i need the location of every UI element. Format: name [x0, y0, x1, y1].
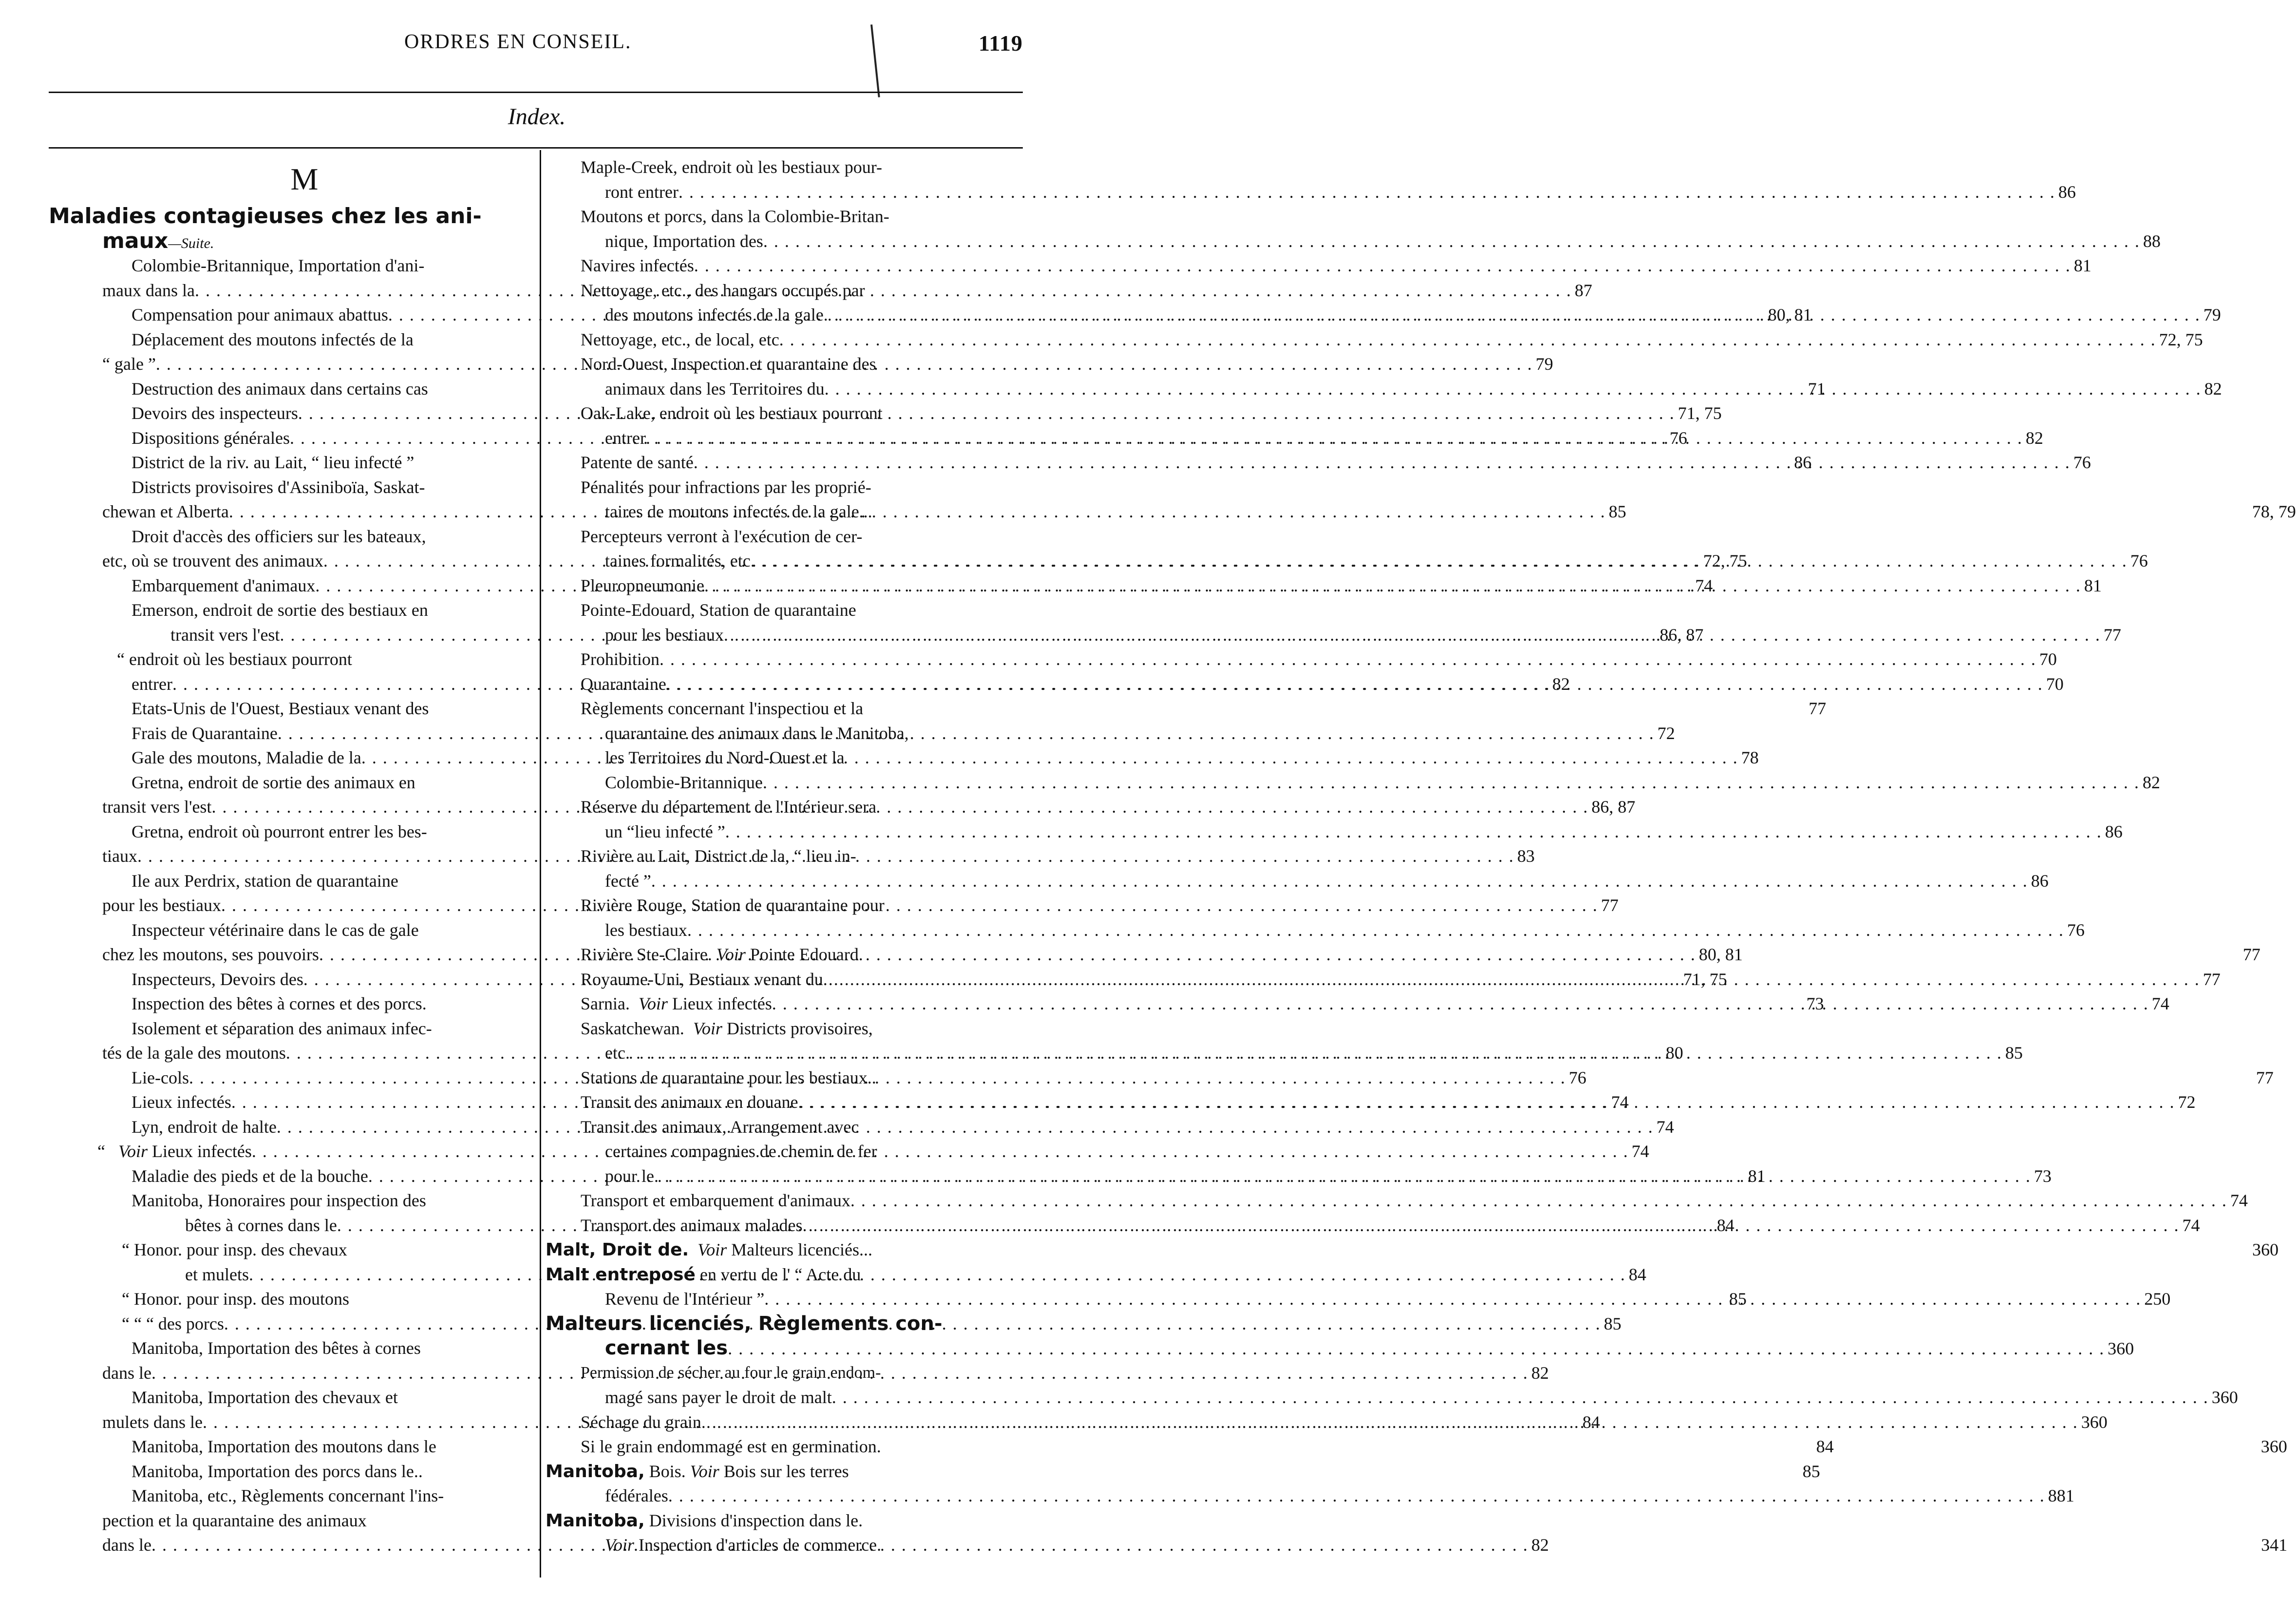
entry-text: Bois.: [644, 1461, 690, 1481]
entry-text: les Territoires du Nord-Ouest et la: [605, 748, 845, 767]
entry-page: 82: [1552, 674, 1570, 694]
index-entry: [542, 1139, 1024, 1164]
entry-page: 77: [2103, 625, 2121, 645]
main-entry-title-cont: maux: [102, 228, 169, 253]
entry-text: nique, Importation des: [605, 231, 763, 251]
entry-page: 74: [1695, 575, 1713, 595]
entry-text: Déplacement des moutons infectés de la: [132, 329, 414, 349]
entry-text: Lieux infectés: [148, 1141, 252, 1161]
entry-text: un “lieu infecté ”: [605, 821, 725, 841]
main-entry-heading-cont: [49, 229, 531, 253]
page-header: [49, 30, 1023, 64]
entry-text: Inspection des bêtes à cornes et des porcs.: [132, 994, 427, 1013]
entry-text: “ gale ”: [102, 354, 156, 374]
leader-dots: [763, 770, 2140, 795]
entry-page: 72, 75: [1703, 551, 1747, 570]
entry-page: 360: [2108, 1339, 2134, 1358]
page-number: 1119: [979, 31, 1023, 56]
entry-text: Gretna, endroit où pourront entrer les bes-: [132, 821, 427, 841]
entry-page: 85: [2005, 1043, 2023, 1063]
main-entry-heading: [49, 204, 531, 229]
entry-text: Districts provisoires d'Assiniboïa, Saskat-: [132, 477, 425, 497]
entry-text: Pointe Edouard.: [745, 945, 863, 964]
entry-text: dans le: [102, 1363, 151, 1383]
leader-dots: [704, 573, 2081, 598]
entry-text: chez les moutons, ses pouvoirs: [102, 945, 319, 964]
leader-dots: [694, 450, 2070, 475]
entry-text: animaux dans les Territoires du: [605, 379, 825, 399]
entry-text: “ Honor. pour insp. des chevaux: [122, 1240, 347, 1259]
main-entry-title: Maladies contagieuses chez les ani-: [49, 204, 482, 228]
entry-page: 86: [2031, 871, 2049, 891]
leader-dots: [646, 426, 2023, 451]
entry-text: fédérales: [605, 1486, 668, 1505]
index-entry: [542, 401, 1024, 426]
entry-page: 78: [1741, 748, 1759, 767]
entry-text: Manitoba, etc., Règlements concernant l'ins-: [132, 1486, 444, 1505]
entry-page: 72: [1657, 723, 1675, 743]
entry-page: 76: [2067, 920, 2085, 940]
voir-label: Voir: [693, 1018, 722, 1038]
entry-text: Lieux infectés: [132, 1092, 231, 1112]
entry-text: des moutons infectés de la gale: [605, 305, 824, 324]
entry-page: 76: [1568, 1067, 1586, 1087]
entry-text: Inspecteurs, Devoirs des: [132, 969, 303, 989]
entry-text: Pleuropneumonie: [581, 575, 704, 595]
entry-text: Séchage du grain: [581, 1412, 701, 1432]
index-entry: [542, 1312, 1024, 1336]
entry-text: Manitoba, Importation des moutons dans le: [132, 1437, 436, 1456]
entry-text: Navires infectés: [581, 256, 694, 275]
entry-page: 86: [2058, 182, 2076, 202]
entry-text: Droit d'accès des officiers sur les bateaux,: [132, 526, 426, 546]
entry-text: Districts provisoires,: [722, 1018, 873, 1038]
leader-dots: [659, 647, 2036, 672]
entry-text: en vertu de l' “ Acte du: [695, 1264, 861, 1284]
entry-text: etc, où se trouvent des animaux: [102, 551, 323, 570]
entry-page: 78, 79: [2252, 502, 2296, 521]
leader-dots: [666, 672, 2043, 697]
index-entry: [49, 918, 531, 943]
entry-page: 360: [2211, 1388, 2238, 1407]
index-entry: [542, 1188, 2248, 1213]
index-entry: [49, 1016, 531, 1041]
entry-text: maux dans la: [102, 280, 195, 300]
entry-page: 74: [1611, 1092, 1629, 1112]
entry-text: Si le grain endommagé est en germination.: [581, 1437, 881, 1456]
index-entry: [542, 524, 1024, 549]
leader-dots: [779, 327, 2156, 352]
entry-page: 74: [2182, 1215, 2200, 1235]
entry-page: 86: [1794, 453, 1812, 472]
entry-page: 85: [1608, 502, 1626, 521]
index-entry: [49, 770, 531, 795]
entry-text: Maple-Creek, endroit où les bestiaux pour-: [581, 157, 883, 177]
index-entry: [542, 253, 2091, 278]
entry-page: 86, 87: [1659, 625, 1704, 645]
index-entry: [542, 770, 2160, 795]
entry-text: Stations de quarantaine pour les bestiaux..: [581, 1067, 876, 1087]
entry-text: Percepteurs verront à l'exécution de cer-: [581, 526, 863, 546]
leader-dots: [668, 1483, 2045, 1508]
entry-text: Transport et embarquement d'animaux: [581, 1191, 851, 1210]
index-entry: [49, 1188, 531, 1213]
entry-text: transit vers l'est: [170, 625, 280, 645]
entry-text: Inspecteur vétérinaire dans le cas de gale: [132, 920, 419, 940]
entry-text: transit vers l'est: [102, 797, 212, 817]
ditto-mark: “: [97, 1141, 105, 1161]
leader-dots: [850, 1188, 2227, 1213]
entry-text: Manitoba, Importation des chevaux et: [132, 1388, 398, 1407]
entry-text: Gretna, endroit de sortie des animaux en: [132, 772, 415, 792]
voir-label: Voir: [118, 1141, 148, 1161]
index-entry: [542, 598, 1024, 623]
entry-text: et mulets: [185, 1264, 249, 1284]
entry-page: 82: [1531, 1363, 1549, 1383]
entry-text: Oak-Lake, endroit où les bestiaux pourront: [581, 403, 883, 423]
entry-page: 74: [1631, 1141, 1649, 1161]
index-entry: [542, 229, 2161, 254]
entry-text: “ endroit où les bestiaux pourront: [117, 649, 352, 669]
entry-text: Pénalités pour infractions par les proprié-: [581, 477, 871, 497]
index-entry: [542, 745, 1024, 770]
entry-text: pection et la quarantaine des animaux: [102, 1510, 367, 1530]
leader-dots: [694, 253, 2071, 278]
entry-text: Compensation pour animaux abattus: [132, 305, 388, 324]
entry-page: 85: [1603, 1313, 1621, 1333]
entry-page: 360: [2260, 1437, 2287, 1456]
index-entry: [49, 1508, 531, 1533]
title-rule: [49, 147, 1023, 149]
entry-page: 73: [2033, 1166, 2051, 1186]
entry-text: Rivière Rouge, Station de quarantaine pour: [581, 895, 885, 915]
entry-page: 86, 87: [1591, 797, 1636, 817]
entry-text: Moutons et porcs, dans la Colombie-Britan-: [581, 207, 889, 226]
entry-page: 72, 75: [2159, 329, 2203, 349]
index-entry: [542, 721, 1024, 746]
entry-text: Nord-Ouest, Inspection et quarantaine des: [581, 354, 876, 374]
entry-heading: Manitoba,: [546, 1461, 645, 1482]
entry-text: Colombie-Britannique: [605, 772, 763, 792]
voir-label: Voir: [716, 945, 746, 964]
entry-text: entrer: [132, 674, 172, 694]
entry-text: Maladie des pieds et de la bouche: [132, 1166, 368, 1186]
leader-dots: [678, 180, 2055, 205]
leader-dots: [772, 991, 2149, 1016]
index-entry: [49, 598, 531, 623]
index-entry: [49, 1336, 531, 1361]
index-entry: [542, 327, 2203, 352]
entry-text: Prohibition: [581, 649, 660, 669]
entry-text: “ “ “ des porcs: [122, 1313, 224, 1333]
index-entry: [49, 327, 531, 352]
entry-page: 81: [2084, 575, 2102, 595]
index-entry: [542, 1237, 2279, 1262]
entry-text: Lie-cols: [132, 1067, 189, 1087]
entry-page: 70: [2039, 649, 2057, 669]
index-entry: [49, 475, 531, 500]
entry-text: Nettoyage, etc., des hangars occupés par: [581, 280, 865, 300]
index-entry: [542, 819, 2123, 844]
leader-dots: [764, 1287, 2141, 1312]
entry-page: 881: [2048, 1486, 2074, 1505]
index-entry: [542, 1385, 2238, 1410]
entry-page: 250: [2144, 1289, 2171, 1309]
index-entry: [49, 1483, 531, 1508]
entry-text: ront entrer: [605, 182, 678, 202]
index-entry: [49, 1385, 531, 1410]
index-entry: [542, 918, 2085, 943]
index-entry: [49, 869, 531, 894]
leader-dots: [728, 1336, 2105, 1361]
entry-page: 82: [2142, 772, 2160, 792]
index-entry: [49, 253, 531, 278]
entry-page: 84: [1816, 1437, 1834, 1456]
entry-text: Transport des animaux malades: [581, 1215, 803, 1235]
entry-page: 76: [1669, 428, 1687, 448]
leader-dots: [825, 377, 2202, 401]
entry-text: bêtes à cornes dans le: [185, 1215, 337, 1235]
entry-text: dans le: [102, 1535, 151, 1555]
entry-page: 71, 75: [1683, 969, 1727, 989]
index-entry: [542, 1508, 1024, 1533]
entry-text: quarantaine des animaux dans le Manitoba,: [605, 723, 909, 743]
entry-page: 82: [2025, 428, 2043, 448]
index-entry: [49, 524, 531, 549]
entry-text: tés de la gale des moutons: [102, 1043, 286, 1063]
entry-text: Transit des animaux, Arrangement avec: [581, 1117, 859, 1137]
entry-text: certaines compagnies de chemin de fer: [605, 1141, 877, 1161]
entry-text: etc: [605, 1043, 625, 1063]
index-entry: [49, 1237, 531, 1262]
entry-page: 80: [1665, 1043, 1683, 1063]
entry-page: 74: [1656, 1117, 1674, 1137]
entry-page: 83: [1517, 846, 1535, 866]
entry-page: 77: [1808, 699, 1826, 718]
index-entry: [49, 647, 531, 672]
leader-dots: [823, 967, 2200, 992]
index-entry: [542, 1459, 1024, 1484]
entry-text: Frais de Quarantaine: [132, 723, 278, 743]
entry-text: les bestiaux: [605, 920, 687, 940]
entry-page: 77: [2242, 945, 2260, 964]
entry-page: 84: [1628, 1264, 1646, 1284]
entry-page: 76: [2073, 453, 2091, 472]
entry-text: Revenu de l'Intérieur ”: [605, 1289, 765, 1309]
entry-text: Bois sur les terres: [719, 1461, 849, 1481]
entry-page: 76: [2130, 551, 2148, 570]
entry-text: fecté ”: [605, 871, 651, 891]
index-entry: [542, 893, 1024, 918]
entry-page: 77: [1600, 895, 1618, 915]
entry-text: Règlements concernant l'inspectiou et la: [581, 699, 864, 718]
index-entry: [542, 475, 1024, 500]
entry-text: Inspection d'articles de commerce.: [634, 1535, 882, 1555]
entry-text: Dispositions générales: [132, 428, 290, 448]
entry-text: mulets dans le: [102, 1412, 203, 1432]
entry-text: Quarantaine: [581, 674, 666, 694]
entry-text: chewan et Alberta: [102, 502, 229, 521]
entry-page: 82: [1531, 1535, 1549, 1555]
index-entry: [542, 1016, 1024, 1041]
entry-page: 88: [2143, 231, 2161, 251]
entry-text: pour le: [605, 1166, 654, 1186]
index-entry: [542, 155, 1024, 180]
index-entry: [542, 696, 1024, 721]
entry-page: 81: [1748, 1166, 1766, 1186]
leader-dots: [701, 1410, 2078, 1435]
leader-dots: [725, 819, 2102, 844]
leader-dots: [803, 1213, 2180, 1238]
running-title: ORDRES EN CONSEIL.: [404, 31, 632, 53]
entry-page: 81: [2073, 256, 2091, 275]
header-rule: [49, 92, 1023, 93]
entry-text: pour les bestiaux: [102, 895, 221, 915]
index-entry: [542, 278, 1024, 303]
index-entry: [542, 1262, 1024, 1287]
entry-page: 82: [2204, 379, 2222, 399]
entry-text: magé sans payer le droit de malt: [605, 1388, 832, 1407]
entry-text: taires de moutons infectés de la gale...: [605, 502, 872, 521]
entry-heading: Malteurs licenciés, Règlements con-: [546, 1312, 942, 1335]
entry-text: Malteurs licenciés...: [727, 1240, 873, 1259]
entry-page: 71: [1807, 379, 1826, 399]
entry-text: Saskatchewan.: [581, 1018, 684, 1038]
entry-text: Gale des moutons, Maladie de la: [132, 748, 361, 767]
index-entry: [542, 180, 2076, 205]
index-entry: [542, 647, 2057, 672]
entry-text: Emerson, endroit de sortie des bestiaux en: [132, 600, 428, 620]
entry-text: Divisions d'inspection dans le.: [644, 1510, 863, 1530]
entry-page: 74: [2151, 994, 2169, 1013]
entry-page: 85: [1729, 1289, 1747, 1309]
index-entry: [542, 869, 2049, 894]
entry-page: 84: [1716, 1215, 1734, 1235]
leader-dots: [687, 918, 2064, 943]
entry-text: Rivière Ste-Claire.: [581, 945, 712, 964]
entry-text: Manitoba, Importation des bêtes à cornes: [132, 1338, 421, 1358]
voir-label: Voir: [690, 1461, 719, 1481]
voir-label: Voir: [638, 994, 668, 1013]
entry-heading: Malt, Droit de.: [546, 1240, 689, 1260]
entry-page: 80, 81: [1698, 945, 1743, 964]
section-letter: M: [290, 162, 319, 196]
entry-text: Réserve du département de l'Intérieur sera: [581, 797, 877, 817]
entry-text: Isolement et séparation des animaux infec-: [132, 1018, 432, 1038]
entry-text: Manitoba, Importation des porcs dans le..: [132, 1461, 423, 1481]
leader-dots: [751, 549, 2127, 573]
entry-page: 85: [1802, 1461, 1820, 1481]
index-entry: [542, 1336, 2134, 1361]
leader-dots: [832, 1385, 2209, 1410]
entry-page: 72: [2178, 1092, 2196, 1112]
entry-page: 77: [2202, 969, 2221, 989]
leader-dots: [824, 303, 2201, 327]
entry-text: Pointe-Edouard, Station de quarantaine: [581, 600, 856, 620]
entry-page: 73: [1806, 994, 1824, 1013]
entry-page: 360: [2081, 1412, 2108, 1432]
entry-page: 71, 75: [1677, 403, 1722, 423]
entry-text: Patente de santé: [581, 453, 694, 472]
entry-text: “ Honor. pour insp. des moutons: [122, 1289, 349, 1309]
index-title: Index.: [508, 104, 566, 130]
entry-text: Sarnia.: [581, 994, 630, 1013]
entry-page: 87: [1574, 280, 1592, 300]
leader-dots: [654, 1164, 2031, 1189]
entry-text: Colombie-Britannique, Importation d'ani-: [132, 256, 425, 275]
leader-dots: [625, 1041, 2002, 1065]
entry-text: entrer: [605, 428, 646, 448]
entry-text: Rivière au Lait, District de la, “ lieu in-: [581, 846, 856, 866]
leader-dots: [763, 229, 2140, 254]
index-entry: [542, 1483, 2074, 1508]
entry-page: 80, 81: [1768, 305, 1812, 324]
entry-page: 79: [1535, 354, 1553, 374]
leader-dots: [651, 869, 2028, 894]
entry-text: Lyn, endroit de halte: [132, 1117, 277, 1137]
index-entry: [49, 819, 531, 844]
entry-text: Nettoyage, etc., de local, etc: [581, 329, 779, 349]
entry-heading: cernant les: [605, 1337, 728, 1359]
entry-page: 360: [2252, 1240, 2279, 1259]
entry-text: Royaume-Uni, Bestiaux venant du: [581, 969, 823, 989]
index-entry: [542, 1361, 1024, 1386]
entry-text: Embarquement d'animaux: [132, 575, 316, 595]
voir-label: Voir: [697, 1240, 727, 1259]
voir-label: Voir: [605, 1535, 635, 1555]
leader-dots: [798, 1090, 2175, 1115]
entry-text: Transit des animaux en douane: [581, 1092, 798, 1112]
entry-page: 84: [1582, 1412, 1600, 1432]
index-entry: [542, 795, 1024, 819]
entry-heading: Manitoba,: [546, 1510, 645, 1531]
leader-dots: [724, 623, 2101, 647]
entry-text: Devoirs des inspecteurs: [132, 403, 298, 423]
entry-text: pour les bestiaux: [605, 625, 724, 645]
entry-text: Lieux infectés: [667, 994, 772, 1013]
entry-page: 341: [2261, 1535, 2288, 1555]
entry-page: 79: [2203, 305, 2221, 324]
entry-text: Ile aux Perdrix, station de quarantaine: [132, 871, 398, 891]
entry-text: Etats-Unis de l'Ouest, Bestiaux venant des: [132, 699, 429, 718]
index-entry: [542, 844, 1024, 869]
entry-page: 77: [2256, 1067, 2274, 1087]
entry-text: Manitoba, Honoraires pour inspection des: [132, 1191, 426, 1210]
entry-text: District de la riv. au Lait, “ lieu infecté ”: [132, 453, 414, 472]
entry-text: Permission de sécher au four le grain endom-: [581, 1363, 881, 1382]
entry-text: tiaux: [102, 846, 137, 866]
entry-page: 74: [2230, 1191, 2248, 1210]
suite-label: —Suite.: [168, 235, 214, 251]
index-entry: [542, 204, 1024, 229]
entry-page: 86: [2105, 821, 2123, 841]
entry-text: Destruction des animaux dans certains cas: [132, 379, 428, 399]
entry-heading: Malt entreposé: [546, 1264, 696, 1285]
entry-text: taines formalités, etc: [605, 551, 751, 570]
index-entry: [542, 1115, 1024, 1140]
index-entry: [542, 352, 1024, 377]
entry-page: 70: [2046, 674, 2064, 694]
